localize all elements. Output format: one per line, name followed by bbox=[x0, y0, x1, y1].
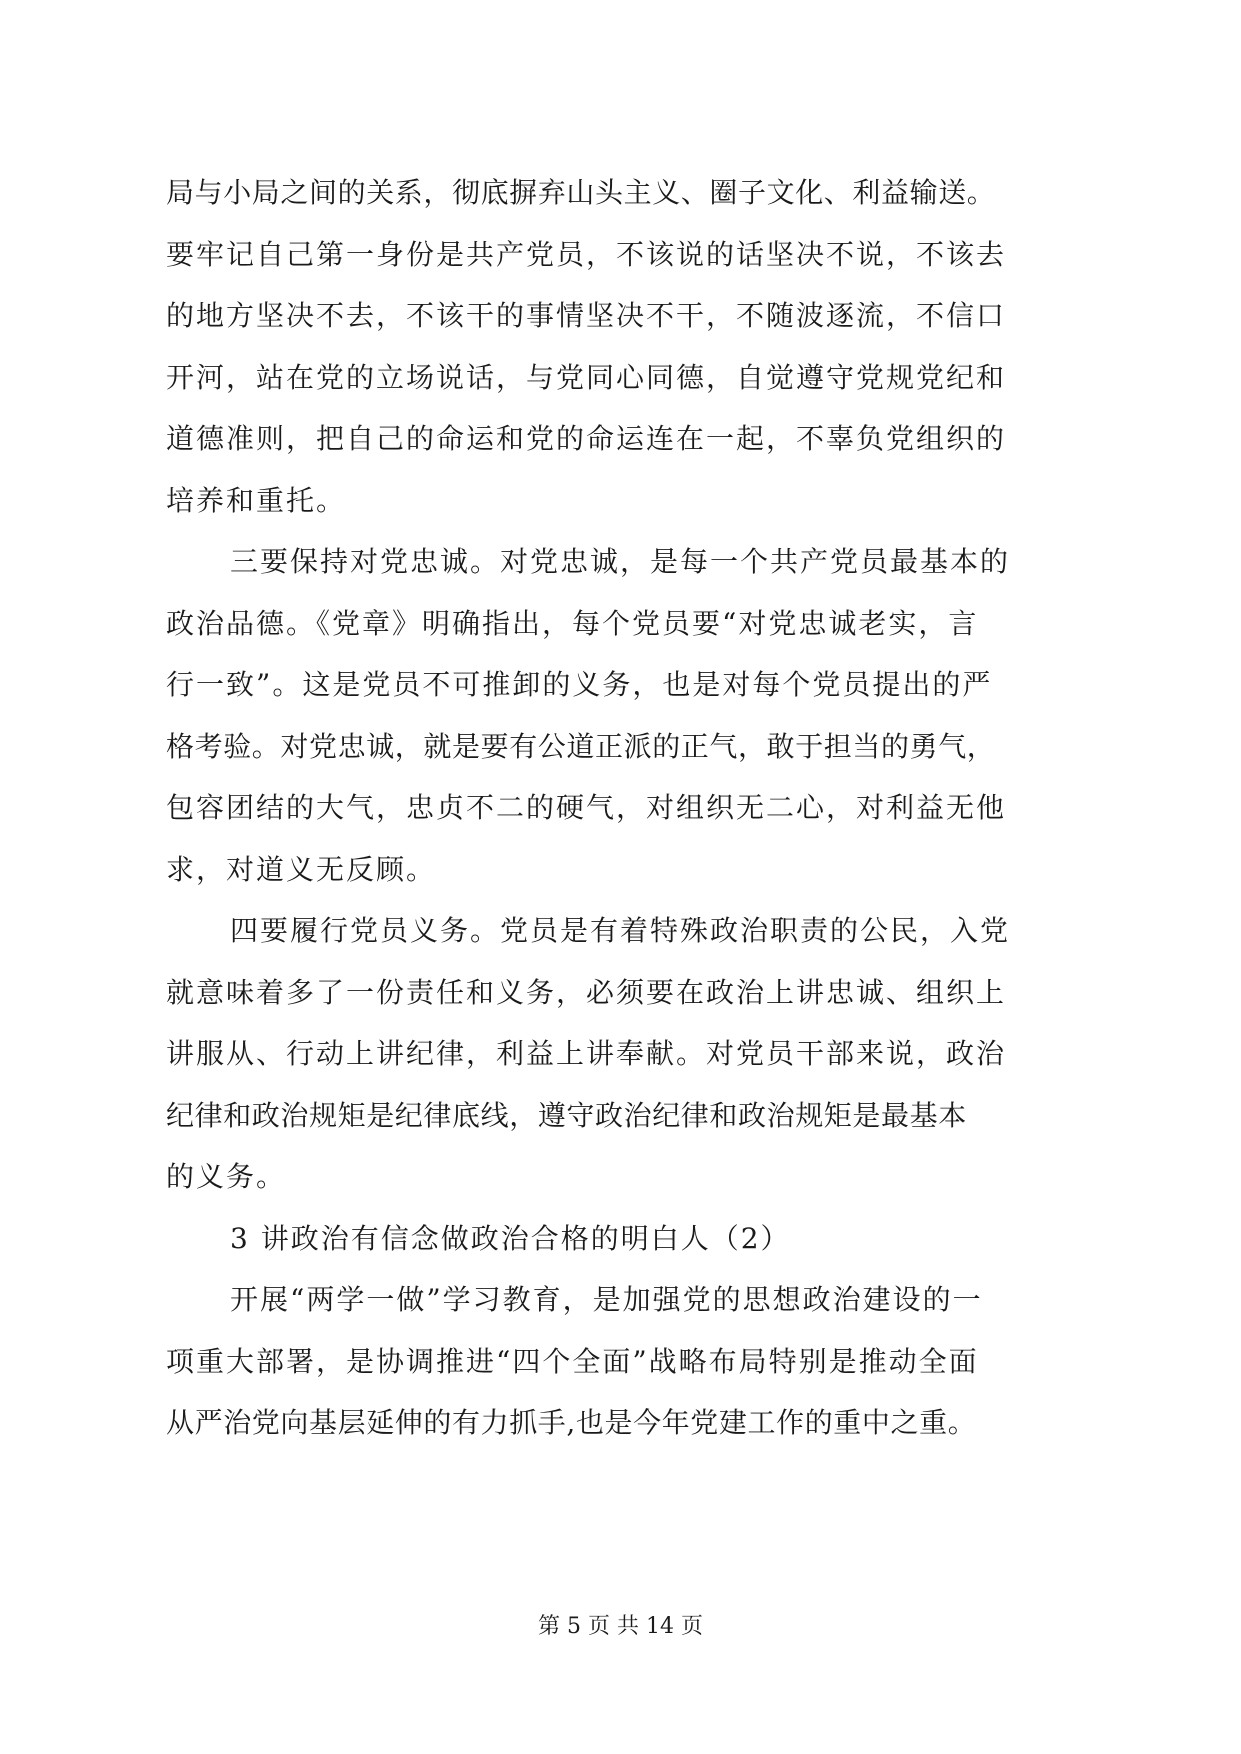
text-line: 四要履行党员义务。党员是有着特殊政治职责的公民，入党 bbox=[230, 914, 1011, 947]
text-line: 政治品德。《党章》明确指出，每个党员要“对党忠诚老实，言 bbox=[166, 606, 979, 640]
text-line: 的地方坚决不去，不该干的事情坚决不干，不随波逐流，不信口 bbox=[166, 299, 1007, 332]
text-line: 求，对道义无反顾。 bbox=[166, 852, 437, 886]
text-line: 包容团结的大气，忠贞不二的硬气，对组织无二心，对利益无他 bbox=[166, 791, 1007, 824]
text-line: 三要保持对党忠诚。对党忠诚，是每一个共产党员最基本的 bbox=[230, 545, 1011, 578]
text-line: 行一致”。这是党员不可推卸的义务，也是对每个党员提出的严 bbox=[166, 668, 993, 701]
text-line: 的义务。 bbox=[166, 1160, 287, 1193]
text-line: 道德准则，把自己的命运和党的命运连在一起，不辜负党组织的 bbox=[166, 422, 1007, 455]
text-line: 3 讲政治有信念做政治合格的明白人（2） bbox=[230, 1221, 791, 1255]
text-line: 局与小局之间的关系，彻底摒弃山头主义、圈子文化、利益输送。 bbox=[166, 176, 996, 209]
document-body bbox=[166, 162, 1086, 1454]
page-footer bbox=[0, 1612, 1241, 1642]
text-line: 开河，站在党的立场说话，与党同心同德，自觉遵守党规党纪和 bbox=[166, 360, 1007, 394]
page-number: 第 5 页 共 14 页 bbox=[538, 1614, 703, 1639]
text-line: 纪律和政治规矩是纪律底线，遵守政治纪律和政治规矩是最基本 bbox=[166, 1098, 967, 1132]
text-line: 项重大部署，是协调推进“四个全面”战略布局特别是推动全面 bbox=[166, 1344, 979, 1378]
text-line: 培养和重托。 bbox=[166, 483, 347, 517]
text-line: 就意味着多了一份责任和义务，必须要在政治上讲忠诚、组织上 bbox=[166, 975, 1007, 1009]
text-line: 格考验。对党忠诚，就是要有公道正派的正气，敢于担当的勇气， bbox=[166, 729, 996, 763]
text-line: 要牢记自己第一身份是共产党员，不该说的话坚决不说，不该去 bbox=[166, 237, 1007, 271]
text-line: 开展“两学一做”学习教育，是加强党的思想政治建设的一 bbox=[230, 1283, 983, 1316]
text-line: 讲服从、行动上讲纪律，利益上讲奉献。对党员干部来说，政治 bbox=[166, 1037, 1007, 1070]
text-line: 从严治党向基层延伸的有力抓手,也是今年党建工作的重中之重。 bbox=[166, 1406, 977, 1439]
